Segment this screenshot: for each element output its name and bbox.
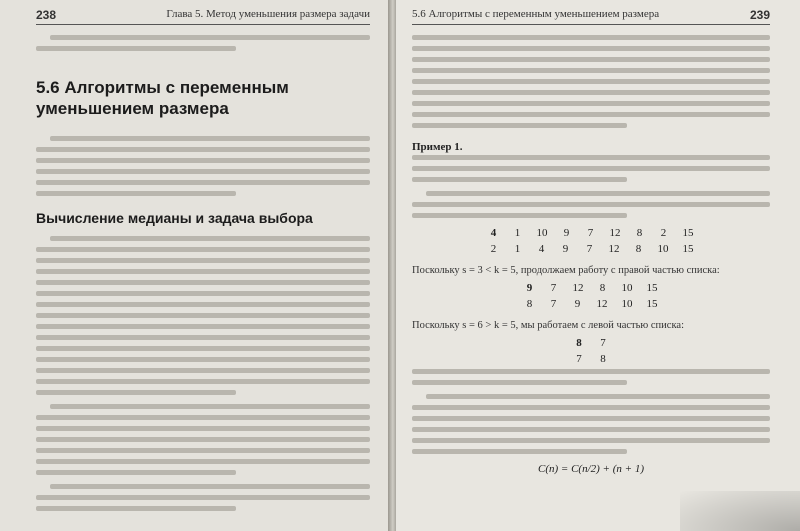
hand-shadow xyxy=(680,491,800,531)
array-cell: 9 xyxy=(563,227,570,239)
left-page-number: 238 xyxy=(36,8,57,22)
array-cell: 9 xyxy=(526,282,533,294)
array-cell: 10 xyxy=(657,243,669,255)
section-heading: 5.6 Алгоритмы с переменным уменьшением размера xyxy=(36,78,289,119)
example-block xyxy=(412,137,770,182)
array-cell: 7 xyxy=(600,337,606,349)
array-cell: 2 xyxy=(490,243,497,255)
prose-placeholder xyxy=(412,394,770,454)
array-cell: 15 xyxy=(682,227,694,239)
array-cell: 7 xyxy=(550,298,557,310)
recurrence-formula: C(n) = C(n/2) + (n + 1) xyxy=(538,463,644,475)
prose-placeholder xyxy=(412,35,770,128)
array-row-2 xyxy=(412,282,770,294)
subsection-heading: Вычисление медианы и задача выбора xyxy=(36,209,313,226)
left-chapter-title: Глава 5. Метод уменьшения размера задачи xyxy=(166,8,370,20)
array-cell: 10 xyxy=(536,227,548,239)
array-cell: 1 xyxy=(514,227,521,239)
array-cell: 12 xyxy=(596,298,608,310)
array-row-4 xyxy=(412,337,770,349)
right-page xyxy=(396,0,800,531)
array-cell: 15 xyxy=(646,282,658,294)
array-cell: 7 xyxy=(550,282,557,294)
array-cell: 2 xyxy=(660,227,667,239)
array-row-1 xyxy=(412,243,770,255)
array-row-5 xyxy=(412,353,770,365)
partition-step-1: Поскольку s = 6 > k = 5, мы работаем с левой частью списка: xyxy=(412,320,684,331)
example-label: Пример 1. xyxy=(412,141,463,153)
array-cell: 8 xyxy=(636,227,643,239)
prose-placeholder xyxy=(36,484,370,511)
array-cell: 12 xyxy=(608,243,620,255)
prose-placeholder xyxy=(36,404,370,475)
array-cell: 4 xyxy=(490,227,497,239)
partition-step-0: Поскольку s = 3 < k = 5, продолжаем работу с правой частью списка: xyxy=(412,265,720,276)
array-cell: 15 xyxy=(646,298,658,310)
right-running-head xyxy=(412,8,770,25)
array-cell: 7 xyxy=(587,227,594,239)
array-cell: 10 xyxy=(621,282,633,294)
array-cell: 7 xyxy=(576,353,582,365)
array-cell: 9 xyxy=(574,298,581,310)
array-cell: 8 xyxy=(635,243,642,255)
array-cell: 12 xyxy=(609,227,621,239)
array-row-0 xyxy=(412,227,770,239)
prose-placeholder xyxy=(36,35,370,51)
book-gutter xyxy=(388,0,396,531)
right-page-number: 239 xyxy=(749,8,770,22)
array-cell: 10 xyxy=(621,298,633,310)
prose-placeholder xyxy=(36,136,370,196)
left-page xyxy=(0,0,388,531)
array-cell: 4 xyxy=(538,243,545,255)
array-cell: 8 xyxy=(600,353,606,365)
right-section-title: 5.6 Алгоритмы с переменным уменьшением размера xyxy=(412,8,660,20)
array-trace xyxy=(412,227,770,365)
array-cell: 15 xyxy=(682,243,694,255)
prose-placeholder xyxy=(36,236,370,395)
array-cell: 8 xyxy=(599,282,606,294)
prose-placeholder xyxy=(412,369,770,385)
array-cell: 8 xyxy=(526,298,533,310)
array-cell: 8 xyxy=(576,337,582,349)
prose-placeholder xyxy=(412,191,770,218)
array-cell: 1 xyxy=(514,243,521,255)
array-row-3 xyxy=(412,298,770,310)
left-running-head xyxy=(36,8,370,25)
array-cell: 7 xyxy=(586,243,593,255)
array-cell: 12 xyxy=(572,282,584,294)
array-cell: 9 xyxy=(562,243,569,255)
